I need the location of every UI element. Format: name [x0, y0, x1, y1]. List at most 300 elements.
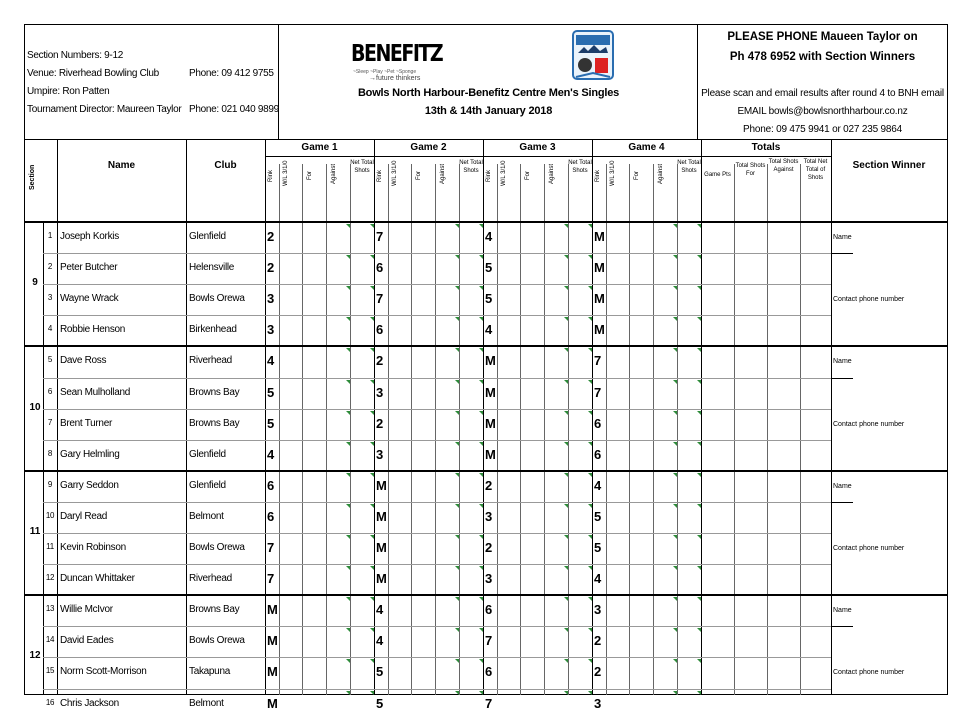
player-club: Glenfield — [189, 448, 226, 460]
entry-marker-icon — [346, 286, 350, 290]
entry-marker-icon — [697, 628, 701, 632]
rink-assignment: 3 — [485, 571, 493, 587]
rink-assignment: 2 — [376, 353, 384, 369]
player-number: 6 — [47, 386, 53, 396]
grid-column-line — [592, 140, 593, 695]
rink-assignment: 3 — [594, 695, 602, 711]
results-sheet — [24, 24, 948, 711]
entry-marker-icon — [370, 348, 374, 352]
entry-marker-icon — [455, 224, 459, 228]
player-club: Bowls Orewa — [189, 635, 245, 647]
entry-marker-icon — [455, 255, 459, 259]
rink-assignment: 7 — [267, 571, 275, 587]
section-number: 10 — [29, 401, 41, 413]
player-name: Willie McIvor — [60, 604, 113, 616]
entry-marker-icon — [370, 442, 374, 446]
entry-marker-icon — [370, 473, 374, 477]
phone-instruction-1: PLEASE PHONE Maueen Taylor on — [727, 31, 918, 43]
rink-subheader: Rink — [486, 169, 492, 182]
entry-marker-icon — [673, 597, 677, 601]
rink-assignment: 6 — [376, 260, 384, 276]
rink-assignment: 6 — [267, 477, 275, 493]
rink-assignment: 6 — [594, 446, 602, 462]
player-number: 11 — [46, 542, 54, 551]
row-divider — [43, 564, 831, 565]
rink-assignment: 4 — [594, 571, 602, 587]
rink-assignment: 5 — [267, 384, 275, 400]
entry-marker-icon — [346, 224, 350, 228]
entry-marker-icon — [588, 597, 592, 601]
rink-assignment: M — [485, 446, 496, 462]
section-winner-header: Section Winner — [852, 160, 926, 171]
entry-marker-icon — [346, 504, 350, 508]
entry-marker-icon — [346, 380, 350, 384]
rink-assignment: 2 — [485, 540, 493, 555]
game-3-header: Game 3 — [519, 142, 556, 153]
rink-assignment: 2 — [376, 415, 384, 431]
grid-column-line — [57, 140, 58, 695]
entry-marker-icon — [370, 286, 374, 290]
entry-marker-icon — [455, 691, 459, 695]
entry-marker-icon — [697, 504, 701, 508]
rink-assignment: 6 — [485, 664, 493, 680]
entry-marker-icon — [588, 411, 592, 415]
rink-assignment: 7 — [376, 291, 384, 307]
winner-name-line — [831, 502, 853, 503]
logo-subtext: ~Sleep ~Play ~Pet ~Sponge — [353, 69, 417, 75]
player-club: Belmont — [189, 697, 224, 709]
game-4-header: Game 4 — [628, 142, 665, 153]
entry-marker-icon — [697, 597, 701, 601]
row-divider — [43, 533, 831, 534]
event-title: Bowls North Harbour-Benefitz Centre Men's Singles — [357, 87, 620, 99]
row-divider — [43, 689, 831, 690]
entry-marker-icon — [370, 411, 374, 415]
rink-assignment: 4 — [485, 322, 493, 338]
win-loss-subheader: W/L 3/1/0 — [610, 160, 616, 186]
entry-marker-icon — [697, 691, 701, 695]
entry-marker-icon — [588, 380, 592, 384]
row-divider — [43, 378, 831, 379]
player-club: Belmont — [189, 510, 224, 522]
winner-name-label: Name — [833, 234, 852, 241]
entry-marker-icon — [673, 380, 677, 384]
entry-marker-icon — [564, 535, 568, 539]
rink-assignment: M — [485, 353, 496, 369]
entry-marker-icon — [697, 255, 701, 259]
scan-instruction: Please scan and email results after round 4 to BNH email — [701, 88, 944, 99]
entry-marker-icon — [564, 659, 568, 663]
player-number: 1 — [47, 231, 53, 240]
tournament-director: Tournament Director: Maureen Taylor — [27, 104, 182, 115]
rink-assignment: M — [594, 322, 605, 338]
entry-marker-icon — [370, 504, 374, 508]
player-number: 12 — [45, 573, 55, 583]
rink-subheader: Rink — [595, 169, 601, 182]
event-dates: 13th & 14th January 2018 — [424, 105, 553, 117]
entry-marker-icon — [346, 566, 350, 570]
rink-assignment: 5 — [267, 415, 275, 431]
player-number: 13 — [45, 604, 55, 614]
section-divider — [25, 345, 947, 347]
entry-marker-icon — [588, 628, 592, 632]
section-numbers: Section Numbers: 9-12 — [27, 50, 123, 61]
entry-marker-icon — [370, 224, 374, 228]
net-total-shots-subheader: Net Total Shots — [677, 160, 701, 174]
winner-contact-label: Contact phone number — [833, 420, 905, 428]
grid-subcolumn-line — [767, 164, 768, 695]
entry-marker-icon — [564, 597, 568, 601]
grid-subcolumn-line — [302, 164, 303, 695]
entry-marker-icon — [588, 286, 592, 290]
venue-phone: Phone: 09 412 9755 — [189, 68, 274, 79]
entry-marker-icon — [479, 380, 483, 384]
shots-against-subheader: Against — [440, 163, 446, 184]
rink-assignment: 6 — [267, 508, 275, 524]
player-club: Browns Bay — [189, 386, 240, 398]
grid-subcolumn-line — [734, 164, 735, 695]
grid-subcolumn-line — [568, 164, 569, 695]
rink-assignment: M — [594, 229, 605, 244]
shots-against-subheader: Against — [658, 163, 664, 184]
rink-assignment: M — [376, 508, 387, 524]
player-name: Peter Butcher — [60, 262, 118, 274]
entry-marker-icon — [370, 317, 374, 321]
player-name: Kevin Robinson — [60, 542, 126, 553]
entry-marker-icon — [479, 411, 483, 415]
player-name: Daryl Read — [60, 510, 108, 522]
rink-assignment: 7 — [594, 384, 602, 400]
entry-marker-icon — [346, 255, 350, 259]
rink-assignment: M — [267, 695, 278, 711]
row-divider — [43, 657, 831, 658]
player-club: Glenfield — [189, 479, 226, 491]
entry-marker-icon — [479, 691, 483, 695]
entry-marker-icon — [370, 255, 374, 259]
player-name: Wayne Wrack — [60, 293, 119, 305]
phone-instruction-2: Ph 478 6952 with Section Winners — [729, 51, 916, 63]
entry-marker-icon — [346, 317, 350, 321]
total-shots-against-subheader: Total Shots Against — [768, 159, 799, 173]
entry-marker-icon — [346, 348, 350, 352]
logo-tagline: →future thinkers — [369, 75, 421, 82]
winner-name-line — [831, 626, 853, 627]
rink-assignment: M — [376, 477, 387, 493]
entry-marker-icon — [370, 535, 374, 539]
grid-subcolumn-line — [350, 164, 351, 695]
grid-subcolumn-line — [459, 164, 460, 695]
totals-header: Totals — [751, 142, 781, 153]
grid-column-line — [701, 140, 702, 695]
winner-contact-label: Contact phone number — [833, 669, 905, 677]
net-total-shots-subheader: Net Total Shots — [350, 160, 374, 174]
net-total-shots-subheader: Net Total Shots — [568, 160, 592, 174]
entry-marker-icon — [370, 659, 374, 663]
player-name: Duncan Whittaker — [60, 573, 135, 585]
rink-assignment: 2 — [594, 633, 602, 649]
entry-marker-icon — [479, 442, 483, 446]
tournament-info — [25, 25, 279, 140]
player-club: Riverhead — [189, 355, 232, 367]
player-number: 7 — [47, 417, 53, 427]
rink-assignment: 3 — [267, 291, 275, 307]
rink-assignment: 3 — [267, 322, 275, 338]
header-bottom-line — [25, 221, 947, 223]
entry-marker-icon — [455, 442, 459, 446]
winner-contact-label: Contact phone number — [833, 545, 905, 552]
rink-assignment: 5 — [376, 664, 384, 680]
rink-assignment: 4 — [267, 353, 275, 369]
player-club: Bowls Orewa — [189, 542, 245, 553]
entry-marker-icon — [588, 255, 592, 259]
grid-subcolumn-line — [411, 164, 412, 695]
winner-contact-label: Contact phone number — [833, 296, 905, 304]
entry-marker-icon — [564, 473, 568, 477]
rink-assignment: 4 — [594, 477, 602, 493]
email-instruction: EMAIL bowls@bowlsnorthharbour.co.nz — [737, 106, 908, 117]
entry-marker-icon — [588, 504, 592, 508]
entry-marker-icon — [479, 224, 483, 228]
rink-subheader: Rink — [268, 169, 274, 182]
player-number: 9 — [47, 479, 53, 489]
row-divider — [43, 440, 831, 441]
entry-marker-icon — [455, 411, 459, 415]
player-club: Glenfield — [189, 231, 226, 242]
grid-column-line — [186, 140, 187, 695]
player-club: Bowls Orewa — [189, 293, 245, 305]
win-loss-subheader: W/L 3/1/0 — [283, 160, 289, 186]
rink-assignment: M — [594, 291, 605, 307]
entry-marker-icon — [697, 535, 701, 539]
entry-marker-icon — [346, 659, 350, 663]
rink-assignment: 3 — [594, 602, 602, 618]
entry-marker-icon — [697, 317, 701, 321]
entry-marker-icon — [564, 317, 568, 321]
entry-marker-icon — [673, 317, 677, 321]
player-number: 15 — [45, 666, 55, 676]
entry-marker-icon — [564, 504, 568, 508]
player-club: Browns Bay — [189, 604, 240, 616]
player-name: Dave Ross — [60, 355, 107, 367]
rink-assignment: 6 — [376, 322, 384, 338]
entry-marker-icon — [697, 659, 701, 663]
game-points-subheader: Game Pts — [704, 172, 731, 178]
winner-name-label: Name — [833, 358, 852, 366]
entry-marker-icon — [479, 286, 483, 290]
row-divider — [43, 253, 831, 254]
player-number: 5 — [47, 355, 53, 365]
entry-marker-icon — [673, 566, 677, 570]
player-name: Sean Mulholland — [60, 386, 130, 398]
entry-marker-icon — [673, 442, 677, 446]
entry-marker-icon — [697, 442, 701, 446]
entry-marker-icon — [346, 597, 350, 601]
entry-marker-icon — [697, 286, 701, 290]
entry-marker-icon — [673, 473, 677, 477]
entry-marker-icon — [564, 255, 568, 259]
entry-marker-icon — [588, 442, 592, 446]
section-column-header: Section — [29, 164, 36, 190]
rink-assignment: 2 — [594, 664, 602, 680]
header-divider — [265, 156, 831, 157]
benefitz-logo: BENEFITZ — [351, 40, 443, 68]
entry-marker-icon — [588, 224, 592, 228]
player-name: Norm Scott-Morrison — [60, 666, 147, 678]
entry-marker-icon — [588, 473, 592, 477]
section-divider — [25, 470, 947, 472]
shots-against-subheader: Against — [549, 163, 555, 184]
entry-marker-icon — [697, 473, 701, 477]
row-divider — [43, 502, 831, 503]
rink-assignment: 2 — [267, 260, 275, 276]
entry-marker-icon — [479, 597, 483, 601]
umpire: Umpire: Ron Patten — [27, 86, 110, 97]
results-table — [25, 140, 947, 711]
rink-assignment: 6 — [485, 602, 493, 618]
shots-for-subheader: For — [525, 171, 531, 180]
row-divider — [43, 315, 831, 316]
grid-column-line — [374, 140, 375, 695]
row-divider — [43, 626, 831, 627]
bowls-north-harbour-badge-icon — [570, 29, 616, 81]
player-number: 10 — [45, 510, 55, 520]
entry-marker-icon — [564, 411, 568, 415]
entry-marker-icon — [479, 628, 483, 632]
game-2-header: Game 2 — [410, 142, 447, 153]
section-number: 9 — [32, 277, 38, 289]
entry-marker-icon — [455, 628, 459, 632]
player-club: Helensville — [189, 262, 235, 274]
rink-assignment: 3 — [485, 508, 493, 524]
entry-marker-icon — [346, 442, 350, 446]
name-column-header: Name — [107, 160, 136, 171]
entry-marker-icon — [564, 380, 568, 384]
entry-marker-icon — [588, 659, 592, 663]
grid-subcolumn-line — [279, 164, 280, 695]
player-name: Garry Seddon — [60, 479, 119, 491]
entry-marker-icon — [346, 411, 350, 415]
rink-assignment: M — [267, 602, 278, 618]
entry-marker-icon — [479, 317, 483, 321]
entry-marker-icon — [564, 224, 568, 228]
win-loss-subheader: W/L 3/1/0 — [392, 160, 398, 186]
winner-name-label: Name — [833, 482, 852, 490]
entry-marker-icon — [697, 380, 701, 384]
entry-marker-icon — [455, 566, 459, 570]
club-column-header: Club — [214, 160, 237, 171]
win-loss-subheader: W/L 3/1/0 — [501, 160, 507, 186]
entry-marker-icon — [588, 691, 592, 695]
player-name: Chris Jackson — [60, 697, 119, 709]
entry-marker-icon — [455, 473, 459, 477]
grid-subcolumn-line — [544, 164, 545, 695]
row-divider — [43, 284, 831, 285]
rink-assignment: M — [267, 664, 278, 680]
rink-assignment: 7 — [485, 695, 493, 711]
entry-marker-icon — [455, 380, 459, 384]
winner-name-line — [831, 378, 853, 379]
total-shots-for-subheader: Total Shots For — [735, 163, 766, 177]
entry-marker-icon — [564, 442, 568, 446]
grid-subcolumn-line — [388, 164, 389, 695]
entry-marker-icon — [673, 411, 677, 415]
rink-assignment: M — [485, 384, 496, 400]
grid-subcolumn-line — [435, 164, 436, 695]
row-divider — [43, 409, 831, 410]
entry-marker-icon — [588, 317, 592, 321]
entry-marker-icon — [697, 224, 701, 228]
total-net-subheader: Total Net Total of Shots — [803, 159, 828, 181]
rink-assignment: 7 — [267, 540, 275, 555]
entry-marker-icon — [673, 286, 677, 290]
shots-against-subheader: Against — [331, 163, 337, 184]
game-1-header: Game 1 — [301, 142, 338, 153]
rink-assignment: 6 — [594, 415, 602, 431]
entry-marker-icon — [697, 348, 701, 352]
winner-name-line — [831, 253, 853, 254]
player-name: Brent Turner — [60, 417, 112, 429]
entry-marker-icon — [455, 286, 459, 290]
entry-marker-icon — [479, 659, 483, 663]
rink-assignment: 4 — [376, 633, 384, 649]
entry-marker-icon — [564, 691, 568, 695]
rink-assignment: 4 — [485, 229, 493, 244]
player-name: Robbie Henson — [60, 324, 126, 336]
entry-marker-icon — [370, 566, 374, 570]
entry-marker-icon — [588, 535, 592, 539]
entry-marker-icon — [564, 286, 568, 290]
shots-for-subheader: For — [307, 171, 313, 180]
grid-column-line — [265, 140, 266, 695]
player-club: Riverhead — [189, 573, 232, 585]
entry-marker-icon — [479, 255, 483, 259]
section-divider — [25, 594, 947, 596]
entry-marker-icon — [455, 504, 459, 508]
section-number: 11 — [29, 526, 41, 537]
player-name: Gary Helmling — [60, 448, 120, 460]
entry-marker-icon — [370, 628, 374, 632]
entry-marker-icon — [346, 628, 350, 632]
player-club: Takapuna — [189, 666, 230, 678]
entry-marker-icon — [370, 597, 374, 601]
grid-subcolumn-line — [520, 164, 521, 695]
bnh-phone: Phone: 09 475 9941 or 027 235 9864 — [743, 124, 902, 135]
rink-assignment: M — [376, 540, 387, 555]
entry-marker-icon — [564, 348, 568, 352]
rink-assignment: 5 — [594, 508, 602, 524]
winner-name-label: Name — [833, 607, 852, 615]
grid-subcolumn-line — [629, 164, 630, 695]
entry-marker-icon — [697, 566, 701, 570]
grid-subcolumn-line — [677, 164, 678, 695]
rink-subheader: Rink — [377, 169, 383, 182]
entry-marker-icon — [673, 348, 677, 352]
entry-marker-icon — [673, 255, 677, 259]
rink-assignment: M — [376, 571, 387, 587]
entry-marker-icon — [673, 504, 677, 508]
entry-marker-icon — [564, 628, 568, 632]
entry-marker-icon — [588, 566, 592, 570]
player-number: 16 — [45, 697, 55, 707]
contact-instructions — [698, 25, 947, 140]
entry-marker-icon — [479, 535, 483, 539]
entry-marker-icon — [564, 566, 568, 570]
entry-marker-icon — [673, 535, 677, 539]
rink-assignment: 2 — [267, 229, 275, 244]
venue: Venue: Riverhead Bowling Club — [27, 68, 159, 79]
entry-marker-icon — [346, 691, 350, 695]
player-name: David Eades — [60, 635, 114, 647]
